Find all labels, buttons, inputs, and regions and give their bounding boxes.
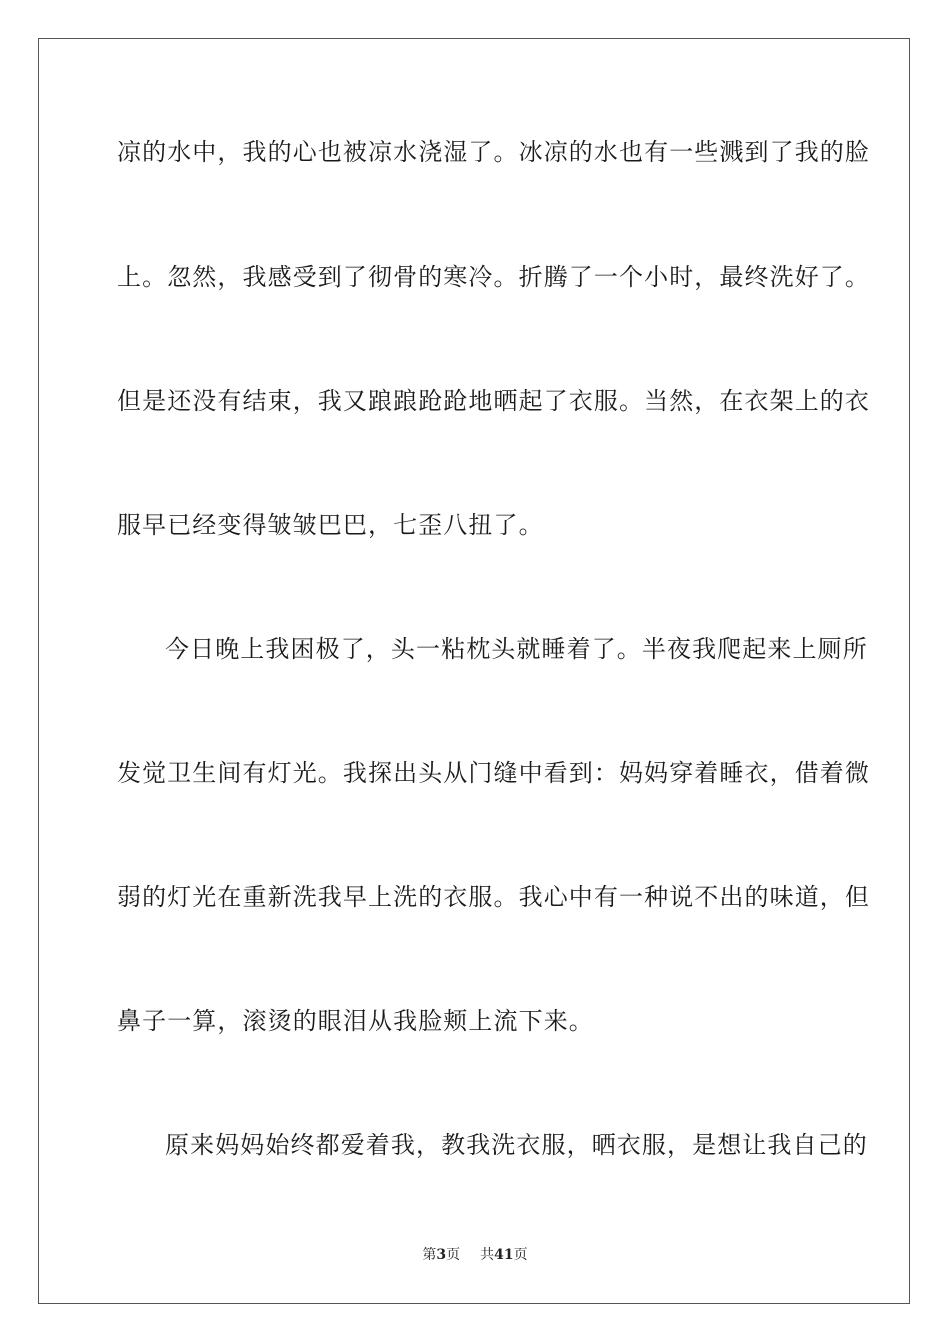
- text-line-8: 鼻子一算，滚烫的眼泪从我脸颊上流下来。: [117, 1007, 594, 1035]
- text-line-3: 但是还没有结束，我又踉踉跄跄地晒起了衣服。当然，在衣架上的衣: [117, 387, 870, 415]
- total-suffix: 页: [513, 1247, 528, 1263]
- page-footer: [0, 1246, 950, 1264]
- text-line-5: 今日晚上我困极了，头一粘枕头就睡着了。半夜我爬起来上厕所: [165, 635, 868, 663]
- text-line-4: 服早已经变得皱皱巴巴，七歪八扭了。: [117, 511, 544, 539]
- total-prefix: 共: [480, 1247, 495, 1263]
- text-line-7: 弱的灯光在重新洗我早上洗的衣服。我心中有一种说不出的味道，但: [117, 883, 870, 911]
- page-prefix: 第: [422, 1247, 437, 1263]
- text-line-2: 上。忽然，我感受到了彻骨的寒冷。折腾了一个小时，最终洗好了。: [117, 263, 870, 291]
- text-line-9: 原来妈妈始终都爱着我，教我洗衣服，晒衣服，是想让我自己的: [165, 1131, 868, 1159]
- page-total-number: 41: [494, 1247, 514, 1263]
- page-current-number: 3: [436, 1247, 447, 1263]
- text-line-1: 凉的水中，我的心也被凉水浇湿了。冰凉的水也有一些溅到了我的脸: [117, 138, 870, 166]
- text-line-6: 发觉卫生间有灯光。我探出头从门缝中看到：妈妈穿着睡衣，借着微: [117, 759, 870, 787]
- page-suffix: 页: [446, 1247, 461, 1263]
- page-border: [38, 38, 910, 1304]
